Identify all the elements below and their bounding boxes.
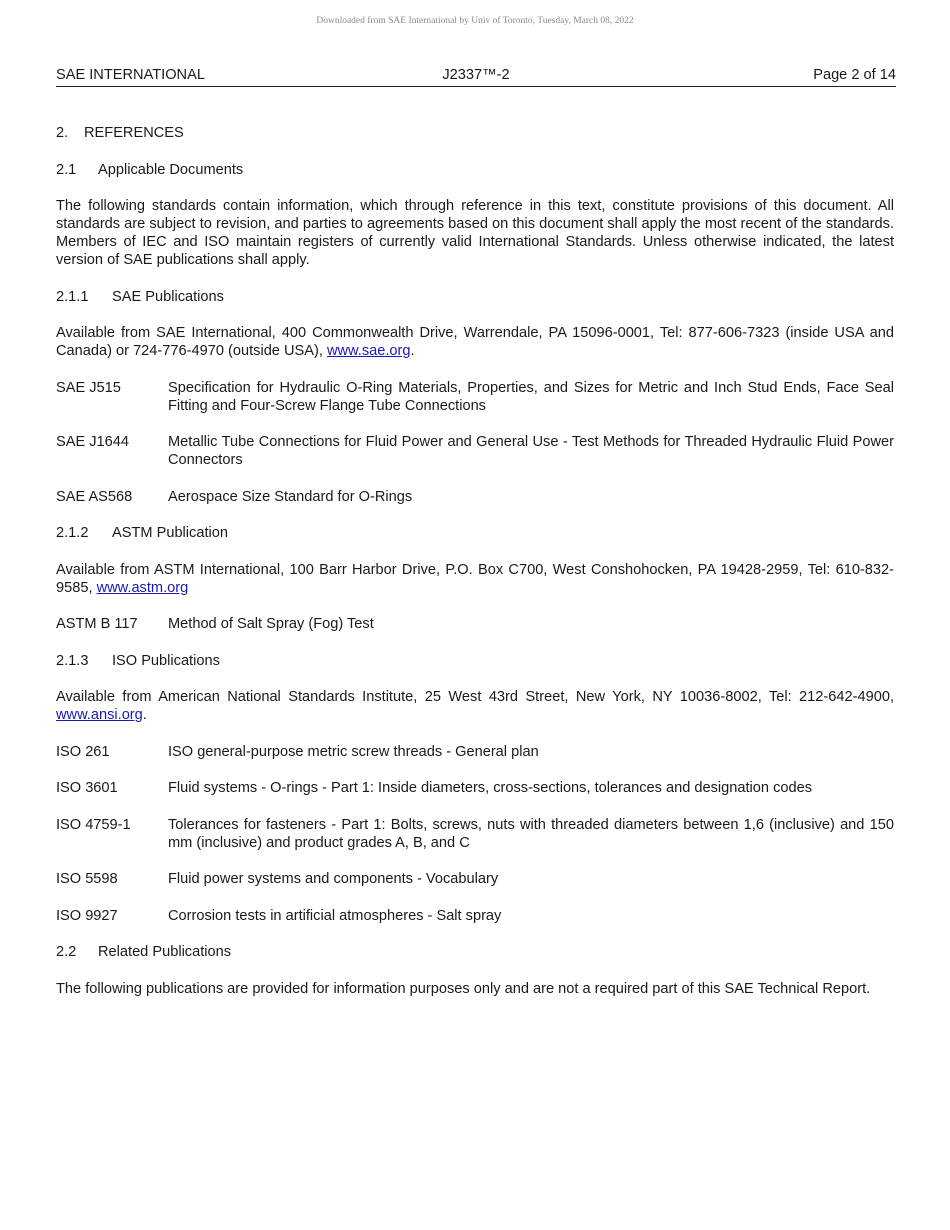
astm-availability-paragraph — [56, 561, 894, 597]
punctuation: . — [142, 707, 147, 723]
reference-code: ISO 9927 — [56, 907, 118, 924]
section-number: 2.1.3 — [56, 652, 89, 669]
section-number: 2.1 — [56, 161, 77, 178]
reference-entry — [56, 379, 894, 415]
section-number: 2.1.1 — [56, 288, 89, 305]
applicable-documents-paragraph: The following standards contain information, which through reference in this text, constitute provisions of this document. All standards are subject to revision, and parties to agreements based on this document shall apply the most recent of the standards. Members of IEC and ISO maintain registers of currently valid International Standards. Unless otherwise indicated, the latest version of SAE publications shall apply. — [56, 198, 894, 268]
section-number: 2. — [56, 125, 69, 141]
document-number: J2337™-2 — [442, 67, 510, 83]
reference-entry — [56, 907, 894, 925]
reference-code: SAE J1644 — [56, 434, 130, 450]
reference-entry — [56, 870, 894, 888]
availability-text: Available from ASTM International, 100 Barr Harbor Drive, P.O. Box C700, West Conshohocken, PA 19428-2959, Tel: 610-832-9585, — [56, 561, 894, 596]
reference-code: SAE J515 — [56, 379, 121, 396]
section-heading-2-1 — [56, 161, 894, 179]
reference-entry — [56, 779, 894, 797]
punctuation: . — [410, 343, 415, 359]
reference-entry — [56, 433, 894, 469]
reference-title: Corrosion tests in artificial atmospheres - Salt spray — [168, 907, 502, 924]
reference-entry — [56, 816, 894, 852]
section-heading-2-1-1 — [56, 288, 894, 306]
astm-website-link[interactable]: www.astm.org — [96, 579, 189, 596]
reference-code: ISO 261 — [56, 743, 110, 760]
reference-code: ISO 5598 — [56, 871, 118, 887]
sae-availability-paragraph — [56, 324, 894, 360]
document-body — [56, 124, 894, 1016]
section-title: Related Publications — [98, 944, 232, 960]
section-heading-2-2 — [56, 943, 894, 961]
reference-entry — [56, 743, 894, 761]
section-title: Applicable Documents — [98, 161, 244, 178]
section-title: REFERENCES — [84, 125, 184, 141]
reference-title: Aerospace Size Standard for O-Rings — [168, 488, 413, 505]
reference-entry — [56, 615, 894, 633]
availability-text: Available from American National Standards Institute, 25 West 43rd Street, New York, NY 10036-8002, Tel: 212-642-4900, — [56, 689, 894, 705]
reference-title: ISO general-purpose metric screw threads - General plan — [168, 743, 539, 760]
publisher-name: SAE INTERNATIONAL — [56, 67, 205, 83]
section-number: 2.1.2 — [56, 525, 89, 541]
ansi-availability-paragraph — [56, 688, 894, 724]
reference-entry — [56, 488, 894, 506]
reference-code: ISO 3601 — [56, 780, 118, 796]
reference-title: Fluid power systems and components - Vocabulary — [168, 871, 499, 887]
section-heading-2-1-2 — [56, 524, 894, 542]
reference-code: SAE AS568 — [56, 488, 133, 505]
page-header — [56, 66, 896, 87]
reference-title: Metallic Tube Connections for Fluid Power and General Use - Test Methods for Threaded Hydraulic Fluid Power Connectors — [168, 434, 894, 468]
section-number: 2.2 — [56, 944, 77, 960]
page-number: Page 2 of 14 — [813, 67, 896, 83]
reference-code: ASTM B 117 — [56, 616, 138, 632]
ansi-website-link[interactable]: www.ansi.org — [56, 707, 143, 723]
sae-website-link[interactable]: www.sae.org — [326, 343, 411, 359]
related-publications-paragraph: The following publications are provided for information purposes only and are not a required part of this SAE Technical Report. — [56, 980, 871, 997]
reference-title: Specification for Hydraulic O-Ring Materials, Properties, and Sizes for Metric and Inch Stud Ends, Face Seal Fitting and Four-Screw Flange Tube Connections — [168, 379, 894, 414]
reference-title: Method of Salt Spray (Fog) Test — [168, 616, 374, 632]
section-heading-2 — [56, 124, 894, 142]
reference-title: Tolerances for fasteners - Part 1: Bolts, screws, nuts with threaded diameters between 1,6 (inclusive) and 150 mm (inclusive) and product grades A, B, and C — [168, 816, 894, 851]
section-title: ASTM Publication — [112, 525, 228, 541]
reference-title: Fluid systems - O-rings - Part 1: Inside diameters, cross-sections, tolerances and designation codes — [168, 780, 813, 796]
availability-text: Available from SAE International, 400 Commonwealth Drive, Warrendale, PA 15096-0001, Tel: 877-606-7323 (inside USA and Canada) or 724-776-4970 (outside USA), — [56, 325, 894, 359]
download-watermark: Downloaded from SAE International by Univ of Toronto, Tuesday, March 08, 2022 — [316, 16, 634, 26]
reference-code: ISO 4759-1 — [56, 816, 131, 833]
section-title: ISO Publications — [112, 652, 220, 669]
section-title: SAE Publications — [112, 288, 224, 305]
section-heading-2-1-3 — [56, 652, 894, 670]
